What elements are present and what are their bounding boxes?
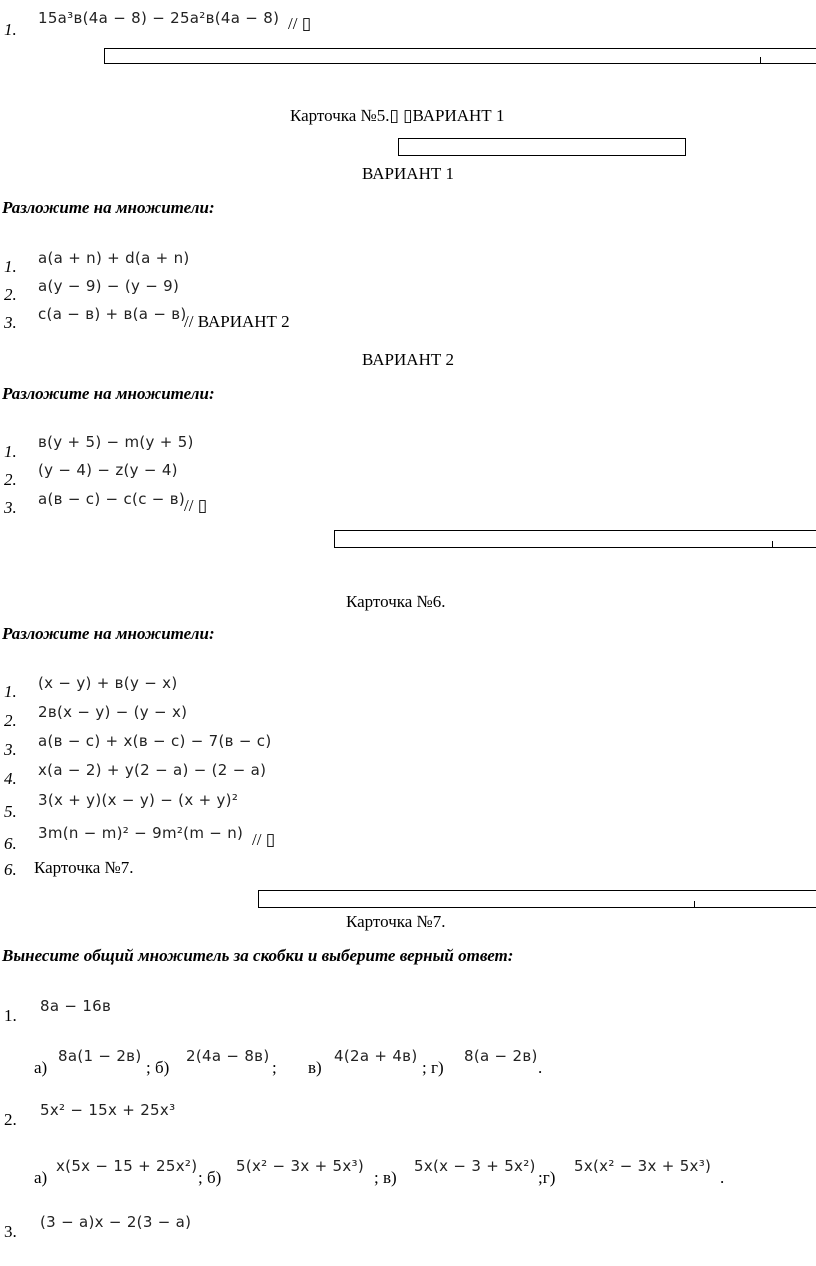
c6-item-3-number: 3. xyxy=(4,740,17,759)
v2-item-2-number: 2. xyxy=(4,470,17,489)
q2-label-g: ;г) xyxy=(538,1168,556,1187)
q1-end: . xyxy=(538,1058,543,1077)
table-frame xyxy=(104,48,816,64)
v1-item-3-suffix: // ВАРИАНТ 2 xyxy=(184,312,290,331)
c6-item-3-expression: a(в − c) + x(в − c) − 7(в − c) xyxy=(38,732,272,750)
card5-title: Карточка №5.▯ ▯ВАРИАНТ 1 xyxy=(290,106,505,125)
c6-item-2-expression: 2в(x − y) − (y − x) xyxy=(38,703,188,721)
card6-frame xyxy=(334,530,816,548)
q1-label-b: ; б) xyxy=(146,1058,170,1077)
v2-item-2-expression: (y − 4) − z(y − 4) xyxy=(38,461,178,479)
q2-label-v: ; в) xyxy=(374,1168,397,1187)
q2-number: 2. xyxy=(4,1110,17,1129)
q3-number: 3. xyxy=(4,1222,17,1241)
q1-option-g: 8(a − 2в) xyxy=(464,1047,538,1065)
top-expression: 15a³в(4a − 8) − 25a²в(4a − 8) xyxy=(38,9,280,27)
card6-title: Карточка №6. xyxy=(346,592,446,611)
c6-item-4-expression: x(a − 2) + y(2 − a) − (2 − a) xyxy=(38,761,267,779)
q3-expression: (3 − a)x − 2(3 − a) xyxy=(40,1213,192,1231)
v2-item-3-expression: a(в − c) − c(c − в) xyxy=(38,490,186,508)
v1-item-1-number: 1. xyxy=(4,257,17,276)
v2-item-1-number: 1. xyxy=(4,442,17,461)
card5-task-heading: Разложите на множители: xyxy=(2,198,215,217)
c6-item-6-suffix: // ▯ xyxy=(252,830,276,849)
q1-label-v: в) xyxy=(308,1058,322,1077)
card6-task-heading: Разложите на множители: xyxy=(2,624,215,643)
c6-item-6-number: 6. xyxy=(4,834,17,853)
q1-label-a: а) xyxy=(34,1058,48,1077)
card7-tick xyxy=(694,901,695,908)
card6-tick xyxy=(772,541,773,548)
c6-item-5-expression: 3(x + y)(x − y) − (x + y)² xyxy=(38,791,239,809)
v1-item-3-number: 3. xyxy=(4,313,17,332)
v1-item-2-expression: a(y − 9) − (y − 9) xyxy=(38,277,180,295)
card5-variant1-label: ВАРИАНТ 1 xyxy=(362,164,454,183)
q1-option-v: 4(2a + 4в) xyxy=(334,1047,418,1065)
q1-expression: 8a − 16в xyxy=(40,997,112,1015)
q2-option-g: 5x(x² − 3x + 5x³) xyxy=(574,1157,712,1175)
c6-trailer-number: 6. xyxy=(4,860,17,879)
c6-item-6-expression: 3m(n − m)² − 9m²(m − n) xyxy=(38,824,244,842)
q1-option-a: 8a(1 − 2в) xyxy=(58,1047,142,1065)
q2-option-v: 5x(x − 3 + 5x²) xyxy=(414,1157,536,1175)
card5-frame xyxy=(398,138,686,156)
card5-variant2-label: ВАРИАНТ 2 xyxy=(362,350,454,369)
v2-item-3-suffix: // ▯ xyxy=(184,496,208,515)
q2-expression: 5x² − 15x + 25x³ xyxy=(40,1101,176,1119)
q1-sep: ; xyxy=(272,1058,277,1077)
c6-item-1-expression: (x − y) + в(y − x) xyxy=(38,674,178,692)
card7-task-heading: Вынесите общий множитель за скобки и выберите верный ответ: xyxy=(2,946,514,965)
q1-option-b: 2(4a − 8в) xyxy=(186,1047,270,1065)
v1-item-2-number: 2. xyxy=(4,285,17,304)
c6-item-1-number: 1. xyxy=(4,682,17,701)
q1-number: 1. xyxy=(4,1006,17,1025)
table-tick xyxy=(760,57,761,64)
v1-item-3-expression: c(a − в) + в(a − в) xyxy=(38,305,187,323)
q1-label-g: ; г) xyxy=(422,1058,444,1077)
c6-trailer-text: Карточка №7. xyxy=(34,858,134,877)
c6-item-2-number: 2. xyxy=(4,711,17,730)
top-item-number: 1. xyxy=(4,20,17,39)
v2-item-3-number: 3. xyxy=(4,498,17,517)
q2-end: . xyxy=(720,1168,725,1187)
v1-item-1-expression: a(a + n) + d(a + n) xyxy=(38,249,190,267)
q2-option-a: x(5x − 15 + 25x²) xyxy=(56,1157,198,1175)
card7-title: Карточка №7. xyxy=(346,912,446,931)
q2-label-b: ; б) xyxy=(198,1168,222,1187)
q2-label-a: а) xyxy=(34,1168,48,1187)
card5-task2-heading: Разложите на множители: xyxy=(2,384,215,403)
top-marks: // ▯ xyxy=(288,14,312,33)
c6-item-5-number: 5. xyxy=(4,802,17,821)
c6-item-4-number: 4. xyxy=(4,769,17,788)
v2-item-1-expression: в(y + 5) − m(y + 5) xyxy=(38,433,194,451)
q2-option-b: 5(x² − 3x + 5x³) xyxy=(236,1157,365,1175)
card7-frame xyxy=(258,890,816,908)
